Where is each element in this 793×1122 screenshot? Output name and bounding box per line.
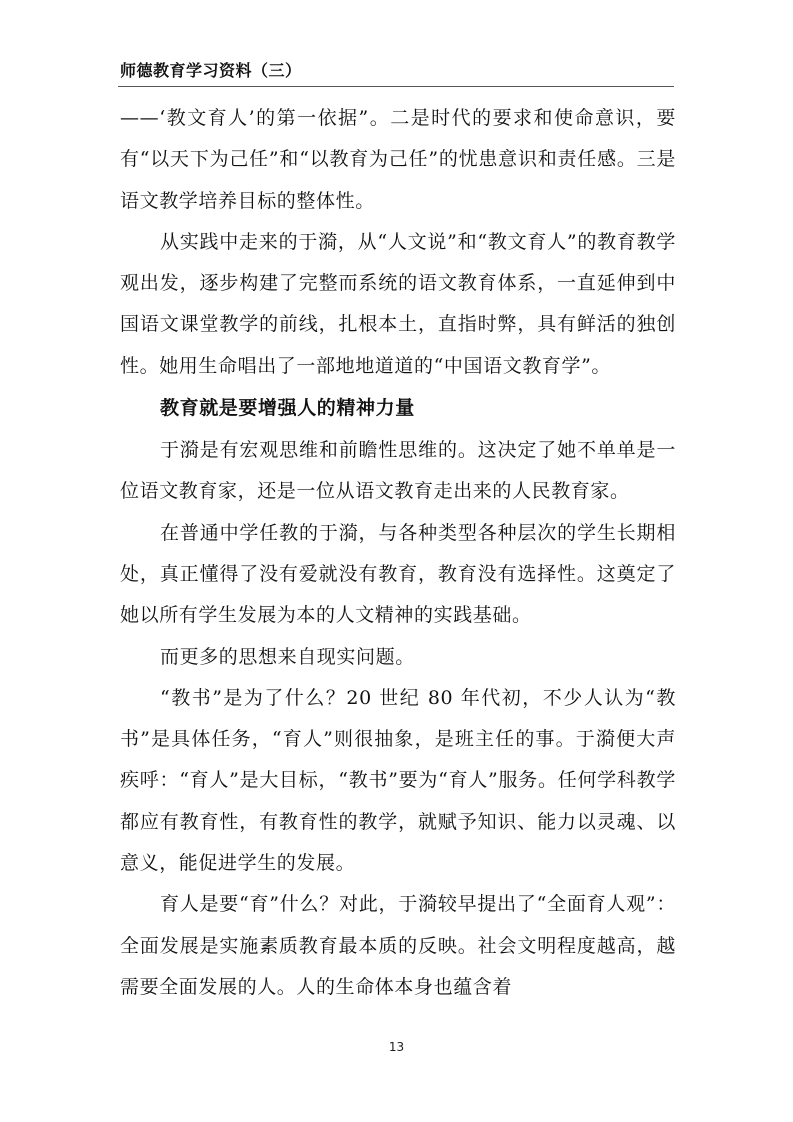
paragraph-2: 从实践中走来的于漪，从“人文说”和“教文育人”的教育教学观出发，逐步构建了完整而系统的语文教育体系，一直延伸到中国语文课堂教学的前线，扎根本土，直指时弊，具有鲜活的独创性。她用生命唱出了一部地地道道的“中国语文教育学”。 (120, 230, 676, 377)
paragraph-3: 于漪是有宏观思维和前瞻性思维的。这决定了她不单单是一位语文教育家，还是一位从语文教育走出来的人民教育家。 (120, 439, 676, 503)
header-divider (118, 86, 674, 87)
paragraph-1: ——‘教文育人’的第一依据”。二是时代的要求和使命意识，要有“以天下为己任”和“以教育为己任”的忧患意识和责任感。三是语文教学培养目标的整体性。 (120, 107, 676, 212)
section-heading: 教育就是要增强人的精神力量 (160, 397, 415, 420)
page-header-title: 师德教育学习资料（三） (120, 61, 302, 80)
paragraph-5: 而更多的思想来自现实问题。 (160, 645, 415, 668)
paragraph-4: 在普通中学任教的于漪，与各种类型各种层次的学生长期相处，真正懂得了没有爱就没有教育，教育没有选择性。这奠定了她以所有学生发展为本的人文精神的实践基础。 (120, 521, 676, 627)
paragraph-6: “教书”是为了什么？20 世纪 80 年代初，不少人认为“教书”是具体任务，“育人”则很抽象，是班主任的事。于漪便大声疾呼：“育人”是大目标，“教书”要为“育人”服务。任何学科教学都应有教育性，有教育性的教学，就赋予知识、能力以灵魂、以意义，能促进学生的发展。 (120, 686, 676, 875)
page-number: 13 (388, 1040, 405, 1054)
paragraph-7: 育人是要“育”什么？对此，于漪较早提出了“全面育人观”：全面发展是实施素质教育最本质的反映。社会文明程度越高，越需要全面发展的人。人的生命体本身也蕴含着 (120, 893, 676, 998)
document-body (120, 98, 676, 1008)
